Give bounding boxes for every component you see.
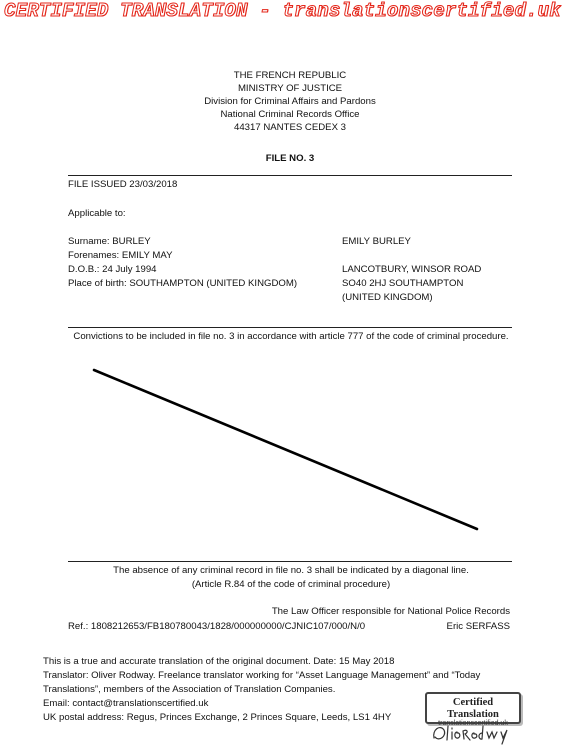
certification-email: Email: contact@translationscertified.uk bbox=[43, 698, 209, 709]
date-of-birth: D.O.B.: 24 July 1994 bbox=[68, 264, 157, 275]
header-line: THE FRENCH REPUBLIC bbox=[233, 70, 347, 81]
file-issued-date: FILE ISSUED 23/03/2018 bbox=[68, 179, 178, 190]
certification-address: UK postal address: Regus, Princes Exchange, 2 Princes Square, Leeds, LS1 4HY bbox=[43, 712, 392, 723]
article-reference: (Article R.84 of the code of criminal procedure) bbox=[191, 579, 391, 590]
header-line: 44317 NANTES CEDEX 3 bbox=[234, 122, 346, 134]
address-line: LANCOTBURY, WINSOR ROAD bbox=[342, 264, 482, 275]
absence-note: The absence of any criminal record in file no. 3 shall be indicated by a diagonal line. bbox=[113, 565, 469, 576]
stamp-subtitle: translationscertified.uk bbox=[438, 720, 508, 728]
reference-number: Ref.: 1808212653/FB180780043/1828/000000000/CJNIC107/000/N/0 bbox=[68, 621, 366, 632]
address-line: SO40 2HJ SOUTHAMPTON bbox=[342, 278, 464, 289]
header-line: MINISTRY OF JUSTICE bbox=[237, 83, 343, 95]
header-line: National Criminal Records Office bbox=[220, 109, 360, 121]
diagonal-line-stroke bbox=[94, 370, 477, 529]
address-name: EMILY BURLEY bbox=[342, 236, 411, 247]
surname: Surname: BURLEY bbox=[68, 236, 151, 247]
address-line: (UNITED KINGDOM) bbox=[342, 292, 433, 303]
file-title: FILE NO. 3 bbox=[265, 153, 315, 164]
forenames: Forenames: EMILY MAY bbox=[68, 250, 173, 261]
certification-line: Translations”, members of the Association of Translation Companies. bbox=[43, 684, 336, 695]
certification-line: Translator: Oliver Rodway. Freelance translator working for “Asset Language Management” and “Today bbox=[43, 670, 481, 681]
certification-line: This is a true and accurate translation of the original document. Date: 15 May 2018 bbox=[43, 656, 395, 667]
law-officer-title: The Law Officer responsible for National Police Records bbox=[271, 606, 510, 617]
applicable-to-label: Applicable to: bbox=[68, 208, 126, 219]
officer-name: Eric SERFASS bbox=[446, 621, 510, 632]
convictions-note: Convictions to be included in file no. 3 in accordance with article 777 of the code of criminal procedure. bbox=[73, 331, 509, 342]
translator-signature bbox=[430, 718, 530, 746]
place-of-birth: Place of birth: SOUTHAMPTON (UNITED KINGDOM) bbox=[68, 278, 298, 289]
watermark-banner: CERTIFIED TRANSLATION - translationscertified.uk bbox=[4, 0, 561, 22]
header-line: Division for Criminal Affairs and Pardons bbox=[204, 96, 376, 108]
divider bbox=[68, 561, 512, 562]
stamp-title: Certified Translation bbox=[447, 697, 499, 720]
